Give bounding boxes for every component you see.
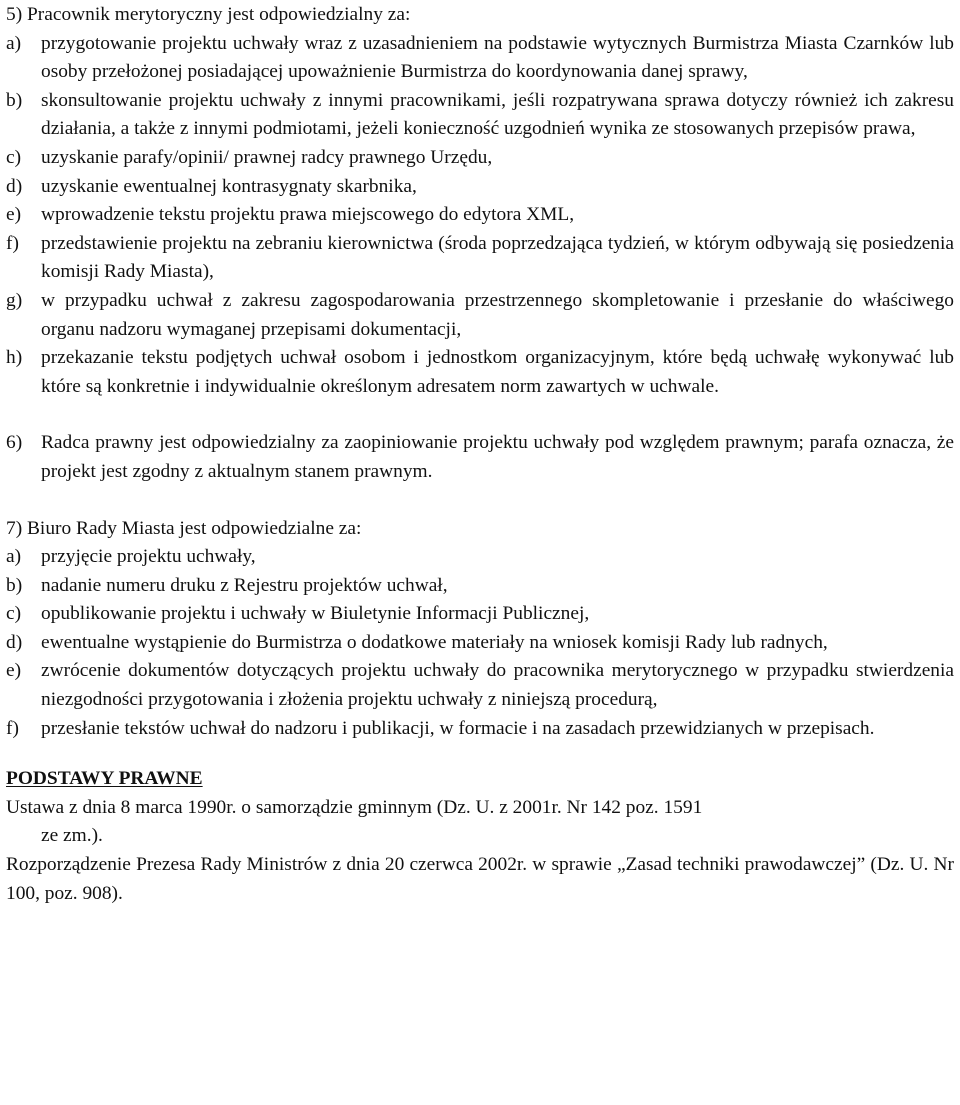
item-label: c) bbox=[6, 603, 22, 625]
section-5-item-d bbox=[6, 173, 960, 202]
legal-basis-entry-1 bbox=[6, 794, 960, 851]
section-7-item-c bbox=[6, 600, 960, 629]
section-5-item-f bbox=[6, 230, 960, 287]
legal-basis-heading: PODSTAWY PRAWNE bbox=[6, 768, 203, 790]
item-text: przyjęcie projektu uchwały, bbox=[41, 546, 256, 568]
section-6-paragraph bbox=[6, 429, 960, 486]
section-6-text: Radca prawny jest odpowiedzialny za zaopiniowanie projektu uchwały pod względem prawnym; parafa oznacza, że projekt jest zgodny z aktualnym stanem prawnym. bbox=[41, 432, 954, 482]
item-label: b) bbox=[6, 574, 23, 596]
item-label: f) bbox=[6, 717, 19, 739]
item-label: b) bbox=[6, 89, 23, 111]
section-5-item-c bbox=[6, 144, 960, 173]
item-text: uzyskanie parafy/opinii/ prawnej radcy prawnego Urzędu, bbox=[41, 146, 493, 168]
item-text: w przypadku uchwał z zakresu zagospodarowania przestrzennego skompletowanie i przesłanie do właściwego organu nadzoru wymaganej przepisami dokumentacji, bbox=[41, 289, 954, 340]
section-6 bbox=[6, 429, 960, 486]
section-7-item-d bbox=[6, 629, 960, 658]
legal-basis-section bbox=[6, 765, 960, 908]
item-text: przygotowanie projektu uchwały wraz z uzasadnieniem na podstawie wytycznych Burmistrza Miasta Czarnków lub osoby przełożonej posiadającej upoważnienie Burmistrza do koordynowania danej sprawy, bbox=[41, 32, 954, 83]
item-text: wprowadzenie tekstu projektu prawa miejscowego do edytora XML, bbox=[41, 204, 575, 226]
section-7 bbox=[6, 515, 960, 744]
item-text: uzyskanie ewentualnej kontrasygnaty skarbnika, bbox=[41, 175, 417, 197]
item-text: przekazanie tekstu podjętych uchwał osobom i jednostkom organizacyjnym, które będą uchwałę wykonywać lub które są konkretnie i indywidualnie określonym adresatem norm zawartych w uchwale. bbox=[41, 347, 954, 397]
item-text: nadanie numeru druku z Rejestru projektów uchwał, bbox=[41, 574, 448, 596]
section-7-heading: 7) Biuro Rady Miasta jest odpowiedzialne za: bbox=[6, 517, 362, 539]
section-5-item-h bbox=[6, 344, 960, 401]
item-label: h) bbox=[6, 347, 23, 369]
section-5 bbox=[6, 1, 960, 401]
legal-basis-entry-2: Rozporządzenie Prezesa Rady Ministrów z dnia 20 czerwca 2002r. w sprawie „Zasad techniki prawodawczej” (Dz. U. Nr 100, poz. 908). bbox=[6, 854, 954, 904]
item-text: zwrócenie dokumentów dotyczących projektu uchwały do pracownika merytorycznego w przypadku stwierdzenia niezgodności przygotowania i złożenia projektu uchwały z niniejszą procedurą, bbox=[41, 660, 954, 711]
item-text: przesłanie tekstów uchwał do nadzoru i publikacji, w formacie i na zasadach przewidzianych w przepisach. bbox=[41, 717, 875, 739]
section-5-heading: 5) Pracownik merytoryczny jest odpowiedzialny za: bbox=[6, 4, 411, 25]
item-label: g) bbox=[6, 289, 23, 311]
item-label: e) bbox=[6, 204, 22, 226]
section-7-item-b bbox=[6, 572, 960, 601]
section-7-item-f bbox=[6, 715, 960, 744]
item-label: e) bbox=[6, 660, 22, 682]
item-label: d) bbox=[6, 631, 23, 653]
item-text: przedstawienie projektu na zebraniu kierownictwa (środa poprzedzająca tydzień, w którym odbywają się posiedzenia komisji Rady Miasta), bbox=[41, 232, 954, 283]
section-5-item-g bbox=[6, 287, 960, 344]
item-text: skonsultowanie projektu uchwały z innymi pracownikami, jeśli rozpatrywana sprawa dotyczy również ich zakresu działania, a także z innymi podmiotami, jeżeli konieczność uzgodnień wynika ze stosowanych przepisów prawa, bbox=[41, 89, 954, 140]
legal-basis-entry-1-line-2: ze zm.). bbox=[41, 825, 103, 847]
section-7-item-a bbox=[6, 543, 960, 572]
section-5-item-a bbox=[6, 30, 960, 87]
item-label: f) bbox=[6, 232, 19, 254]
item-label: d) bbox=[6, 175, 23, 197]
section-5-item-e bbox=[6, 201, 960, 230]
item-text: opublikowanie projektu i uchwały w Biuletynie Informacji Publicznej, bbox=[41, 603, 590, 625]
section-5-item-b bbox=[6, 87, 960, 144]
item-text: ewentualne wystąpienie do Burmistrza o dodatkowe materiały na wniosek komisji Rady lub radnych, bbox=[41, 631, 828, 653]
section-6-label: 6) bbox=[6, 432, 23, 454]
item-label: a) bbox=[6, 32, 22, 54]
item-label: a) bbox=[6, 546, 22, 568]
section-7-item-e bbox=[6, 657, 960, 714]
item-label: c) bbox=[6, 146, 22, 168]
legal-basis-entry-1-line-1: Ustawa z dnia 8 marca 1990r. o samorządzie gminnym (Dz. U. z 2001r. Nr 142 poz. 1591 bbox=[6, 796, 703, 818]
